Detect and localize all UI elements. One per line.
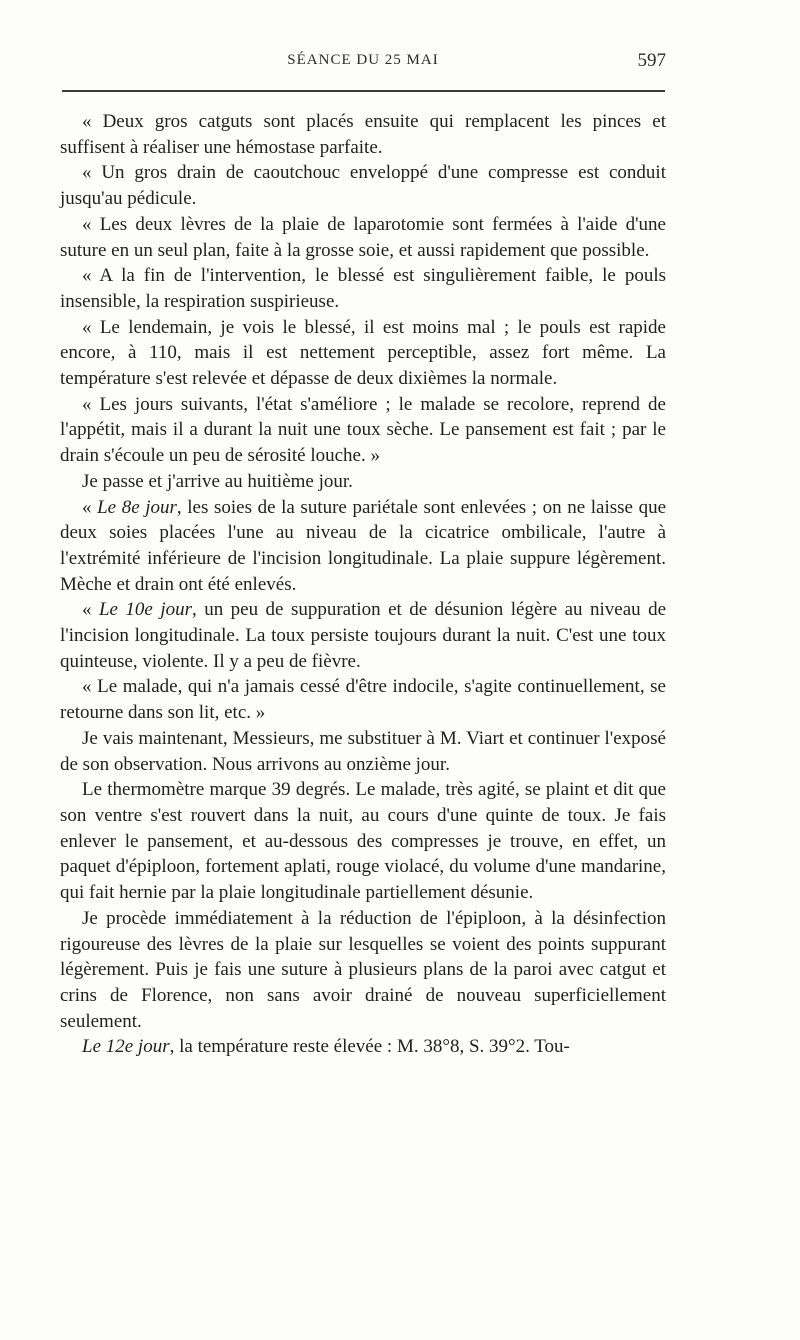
- paragraph-text: « Les jours suivants, l'état s'améliore ; le malade se recolore, reprend de l'appétit, mais il a durant la nuit une toux sèche. Le pansement est fait ; par le drain s'écoule un peu de sérosité louche. »: [60, 393, 666, 467]
- paragraph-text: , la température reste élevée : M. 38°8, S. 39°2. Tou-: [169, 1036, 570, 1058]
- paragraph: [60, 777, 666, 906]
- body-text: [60, 109, 666, 1060]
- paragraph-text: « Le lendemain, je vois le blessé, il est moins mal ; le pouls est rapide encore, à 110, mais il est nettement perceptible, assez fort même. La température s'est relevée et dépasse de deux dixièmes la normale.: [60, 316, 666, 390]
- paragraph-text: « A la fin de l'intervention, le blessé est singulièrement faible, le pouls insensible, la respiration suspirieuse.: [60, 265, 666, 312]
- paragraph-text: Je procède immédiatement à la réduction de l'épiploon, à la désinfection rigoureuse des lèvres de la plaie sur lesquelles se voient des points suppurant légèrement. Puis je fais une suture à plusieurs plans de la paroi avec catgut et crins de Florence, non sans avoir drainé de nouveau superficiellement seulement.: [60, 907, 666, 1032]
- paragraph: [60, 160, 666, 211]
- paragraph: [60, 674, 666, 725]
- paragraph: [60, 263, 666, 314]
- paragraph-text: Je passe et j'arrive au huitième jour.: [82, 470, 353, 492]
- paragraph: [60, 315, 666, 392]
- header-rule: [62, 90, 665, 92]
- paragraph-text: Je vais maintenant, Messieurs, me substituer à M. Viart et continuer l'exposé de son observation. Nous arrivons au onzième jour.: [60, 727, 666, 775]
- paragraph: [60, 597, 666, 674]
- running-head: SÉANCE DU 25 MAI: [287, 52, 439, 68]
- paragraph-text: « Un gros drain de caoutchouc enveloppé d'une compresse est conduit jusqu'au pédicule.: [60, 162, 666, 210]
- paragraph-text: , les soies de la suture pariétale sont enlevées ; on ne laisse que deux soies placées l'une au niveau de la cicatrice ombilicale, l'autre à l'extrémité inférieure de l'incision longitudinale. La plaie suppure légèrement. Mèche et drain ont été enlevés.: [60, 496, 667, 595]
- paragraph-text: , un peu de suppuration et de désunion légère au niveau de l'incision longitudinale. La toux persiste toujours durant la nuit. C'est une toux quinteuse, violente. Il y a peu de fièvre.: [60, 599, 667, 672]
- paragraph: [60, 109, 666, 160]
- paragraph-lead: «: [82, 496, 98, 518]
- paragraph: [60, 392, 666, 469]
- paragraph-text: « Le malade, qui n'a jamais cessé d'être indocile, s'agite continuellement, se retourne dans son lit, etc. »: [60, 676, 666, 724]
- page-header: [60, 52, 666, 78]
- page-number: 597: [637, 50, 666, 71]
- day-heading: Le 8e jour: [97, 496, 177, 518]
- day-heading: Le 12e jour: [82, 1036, 170, 1058]
- day-heading: Le 10e jour: [98, 599, 192, 621]
- paragraph-text: Le thermomètre marque 39 degrés. Le malade, très agité, se plaint et dit que son ventre s'est rouvert dans la nuit, au cours d'une quinte de toux. Je fais enlever le pansement, et au-dessous des compresses je trouve, en effet, un paquet d'épiploon, fortement aplati, rouge violacé, du volume d'une mandarine, qui fait hernie par la plaie longitudinale partiellement désunie.: [60, 779, 666, 904]
- paragraph: [60, 906, 666, 1035]
- paragraph: [60, 469, 666, 495]
- paragraph-text: « Les deux lèvres de la plaie de laparotomie sont fermées à l'aide d'une suture en un seul plan, faite à la grosse soie, et aussi rapidement que possible.: [60, 213, 666, 261]
- paragraph: [60, 495, 666, 598]
- paragraph-lead: «: [82, 599, 99, 621]
- paragraph-text: « Deux gros catguts sont placés ensuite qui remplacent les pinces et suffisent à réaliser une hémostase parfaite.: [60, 111, 666, 158]
- paragraph: [60, 1034, 666, 1060]
- paragraph: [60, 726, 666, 777]
- paragraph: [60, 212, 666, 263]
